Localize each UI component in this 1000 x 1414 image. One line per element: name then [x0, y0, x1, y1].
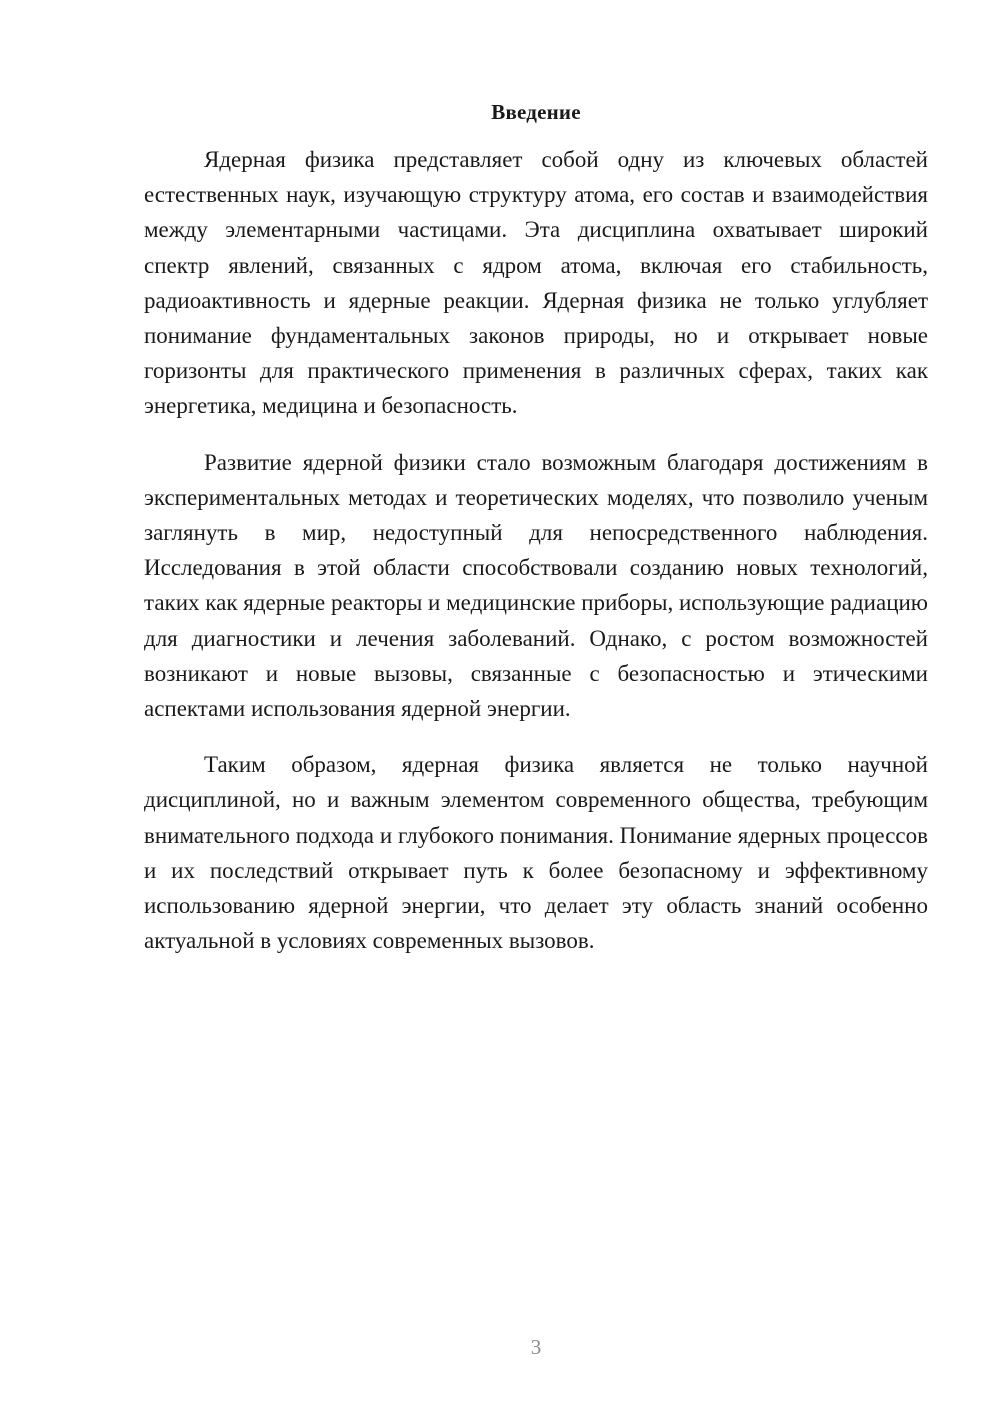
paragraph-2: Развитие ядерной физики стало возможным благодаря достижениям в экспериментальных методах и теоретических моделях, что позволило ученым заглянуть в мир, недоступный для непосредственного наблюдения. Исследования в этой области способствовали созданию новых технологий, таких как ядерные реакторы и медицинские приборы, использующие радиацию для диагностики и лечения заболеваний. Однако, с ростом возможностей возникают и новые вызовы, связанные с безопасностью и этическими аспектами использования ядерной энергии. [144, 449, 928, 722]
document-body [144, 142, 928, 958]
page-number: 3 [530, 1335, 542, 1359]
paragraph-1: Ядерная физика представляет собой одну из ключевых областей естественных наук, изучающую структуру атома, его состав и взаимодействия между элементарными частицами. Эта дисциплина охватывает широкий спектр явлений, связанных с ядром атома, включая его стабильность, радиоактивность и ядерные реакции. Ядерная физика не только углубляет понимание фундаментальных законов природы, но и открывает новые горизонты для практического применения в различных сферах, таких как энергетика, медицина и безопасность. [144, 147, 928, 419]
paragraph-3: Таким образом, ядерная физика является не только научной дисциплиной, но и важным элементом современного общества, требующим внимательного подхода и глубокого понимания. Понимание ядерных процессов и их последствий открывает путь к более безопасному и эффективному использованию ядерной энергии, что делает эту область знаний особенно актуальной в условиях современных вызовов. [144, 752, 928, 954]
section-title: Введение [491, 100, 581, 124]
